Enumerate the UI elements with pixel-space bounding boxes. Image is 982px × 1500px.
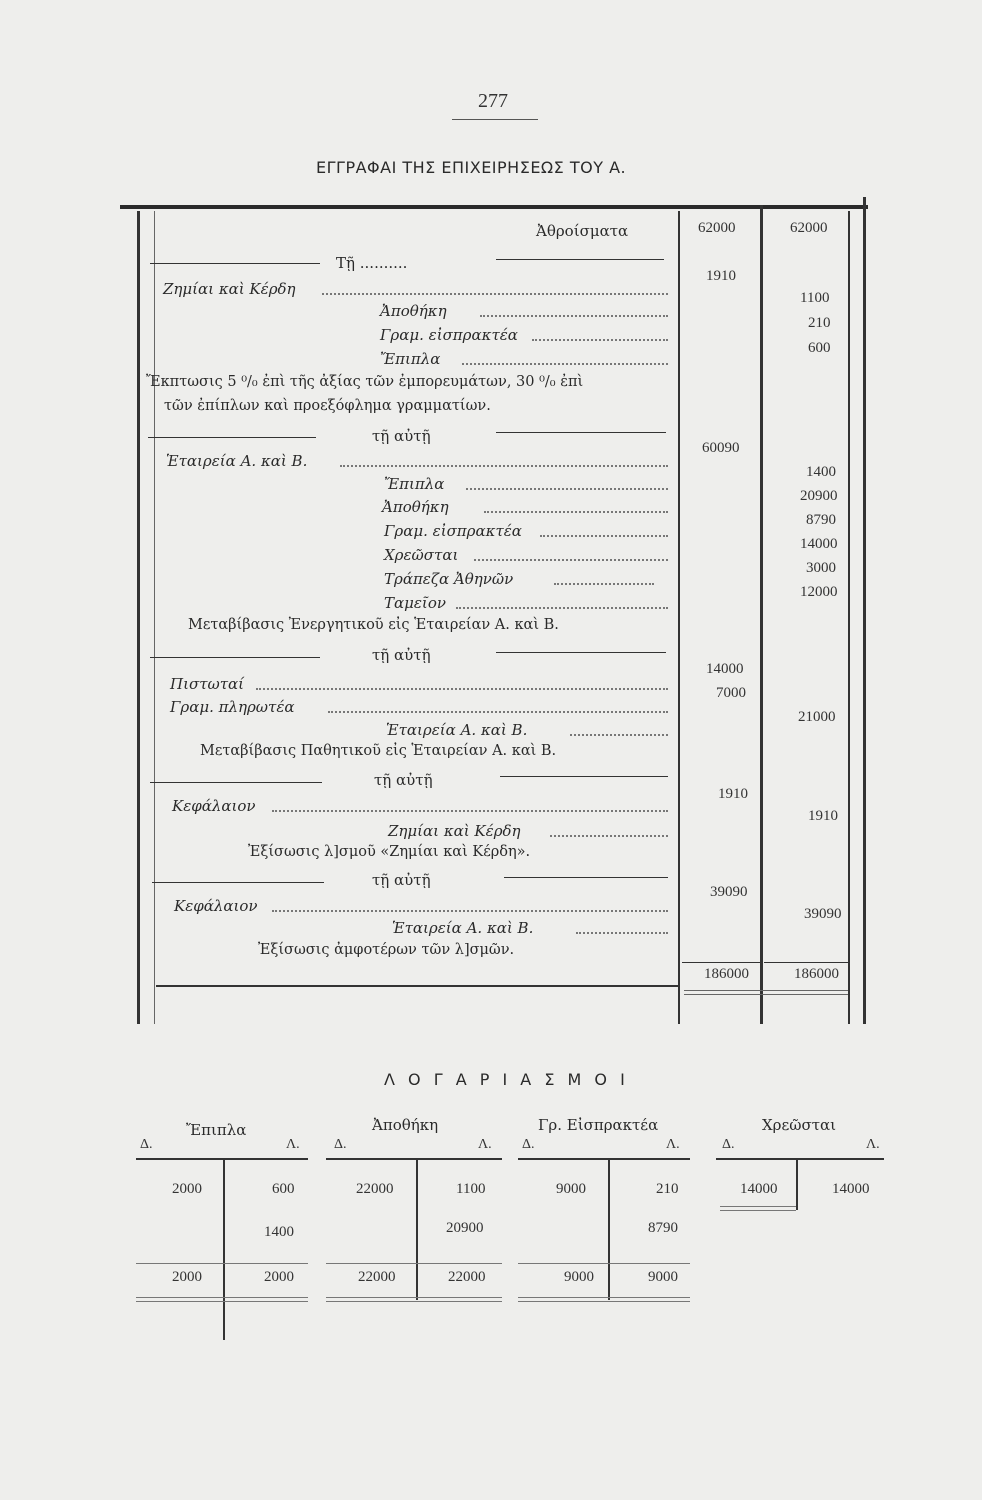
grand-total-debit: 186000 (704, 966, 749, 982)
leader-dots (256, 688, 668, 690)
page-number: 277 (478, 90, 508, 112)
leader-dots (456, 607, 668, 609)
entry-narration: Ἐξίσωσις ἀμφοτέρων τῶν λ]σμῶν. (258, 942, 515, 958)
credit-account: Ἔπιπλα (384, 475, 445, 493)
account-name: Ἀποθήκη (372, 1116, 439, 1134)
date-rule-right (496, 259, 664, 260)
credit-mark: Λ. (478, 1137, 492, 1152)
journal-right-border (863, 197, 866, 1024)
account-entry: 210 (656, 1181, 679, 1197)
credit-account: Τράπεζα Ἀθηνῶν (384, 570, 514, 588)
debit-amount: 60090 (702, 440, 740, 456)
credit-mark: Λ. (666, 1137, 680, 1152)
double-rule (720, 1210, 796, 1211)
date-rule-left (150, 657, 320, 658)
date-rule-left (148, 437, 316, 438)
t-account-rule (518, 1158, 690, 1160)
debit-account: Κεφάλαιον (174, 897, 258, 915)
date-rule-right (504, 877, 668, 878)
subtotal-rule (136, 1263, 308, 1264)
leader-dots (570, 734, 668, 736)
account-entry: 9000 (556, 1181, 586, 1197)
leader-dots (328, 711, 668, 713)
account-entry: 20900 (446, 1220, 484, 1236)
leader-dots (462, 363, 668, 365)
totals-debit: 62000 (698, 220, 736, 236)
date-rule-right (500, 776, 668, 777)
credit-amount: 1400 (806, 464, 836, 480)
subtotal-rule (326, 1263, 502, 1264)
credit-amount: 1100 (800, 290, 830, 306)
date-rule-left (150, 782, 322, 783)
date-rule-right (496, 652, 666, 653)
totals-credit: 62000 (790, 220, 828, 236)
debit-mark: Δ. (722, 1137, 735, 1152)
credit-amount: 3000 (806, 560, 836, 576)
entry-narration: Μεταβίβασις Παθητικοῦ εἰς Ἑταιρείαν Α. καὶ Β. (200, 743, 557, 759)
debit-amount: 7000 (716, 685, 746, 701)
credit-account: Χρεῶσται (384, 546, 459, 564)
credit-account: Ἔπιπλα (380, 350, 441, 368)
t-account-rule (136, 1158, 308, 1160)
journal-top-border (120, 205, 868, 209)
account-total: 9000 (648, 1269, 678, 1285)
double-rule (136, 1297, 308, 1298)
account-entry: 8790 (648, 1220, 678, 1236)
credit-amount: 21000 (798, 709, 836, 725)
credit-mark: Λ. (866, 1137, 880, 1152)
leader-dots (474, 559, 668, 561)
debit-account: Κεφάλαιον (172, 797, 256, 815)
debit-amount: 14000 (706, 661, 744, 677)
double-rule (326, 1301, 502, 1302)
entry-date: τῇ αὐτῇ (372, 871, 431, 889)
entry-date: τῇ αὐτῇ (374, 771, 433, 789)
debit-account: Ἑταιρεία Α. καὶ Β. (166, 452, 308, 470)
debit-mark: Δ. (334, 1137, 347, 1152)
account-entry: 2000 (172, 1181, 202, 1197)
leader-dots (540, 535, 668, 537)
journal-rule-b (678, 211, 680, 1024)
credit-amount: 1910 (808, 808, 838, 824)
total-rule-debit (682, 962, 760, 963)
credit-account: Γραμ. εἰσπρακτέα (380, 326, 518, 344)
credit-amount: 12000 (800, 584, 838, 600)
account-entry: 14000 (740, 1181, 778, 1197)
account-total: 2000 (172, 1269, 202, 1285)
t-account-rule (716, 1158, 884, 1160)
credit-amount: 8790 (806, 512, 836, 528)
credit-account: Ἀποθήκη (382, 498, 449, 516)
journal-rule-c (760, 205, 763, 1024)
account-name: Γρ. Εἰσπρακτέα (538, 1116, 659, 1134)
entry-narration: Μεταβίβασις Ἐνεργητικοῦ εἰς Ἑταιρείαν Α. καὶ Β. (188, 617, 559, 633)
credit-account: Ἀποθήκη (380, 302, 447, 320)
credit-amount: 39090 (804, 906, 842, 922)
page-title: ΕΓΓΡΑΦΑΙ ΤΗΣ ΕΠΙΧΕΙΡΗΣΕΩΣ ΤΟΥ Α. (316, 158, 627, 177)
accounts-title: Λ Ο Γ Α Ρ Ι Α Σ Μ Ο Ι (384, 1070, 629, 1089)
subtotal-rule (518, 1263, 690, 1264)
credit-account: Ἑταιρεία Α. καὶ Β. (386, 721, 528, 739)
date-rule-left (152, 882, 324, 883)
date-rule-right (496, 432, 666, 433)
debit-account: Γραμ. πληρωτέα (170, 698, 295, 716)
debit-mark: Δ. (522, 1137, 535, 1152)
leader-dots (272, 810, 668, 812)
entry-date: τῇ αὐτῇ (372, 427, 431, 445)
leader-dots (322, 293, 668, 295)
double-rule (518, 1301, 690, 1302)
account-entry: 14000 (832, 1181, 870, 1197)
leader-dots (272, 910, 668, 912)
double-rule (684, 990, 848, 991)
double-rule (720, 1206, 796, 1207)
t-account-rule (326, 1158, 502, 1160)
credit-account: Ταμεῖον (384, 594, 446, 612)
debit-mark: Δ. (140, 1137, 153, 1152)
account-total: 22000 (358, 1269, 396, 1285)
account-entry: 1100 (456, 1181, 486, 1197)
debit-account: Ζημίαι καὶ Κέρδη (163, 280, 296, 298)
credit-mark: Λ. (286, 1137, 300, 1152)
double-rule (326, 1297, 502, 1298)
leader-dots (532, 339, 668, 341)
credit-amount: 210 (808, 315, 831, 331)
t-account-divider (223, 1160, 225, 1340)
credit-account: Ἑταιρεία Α. καὶ Β. (392, 919, 534, 937)
debit-amount: 1910 (718, 786, 748, 802)
grand-total-credit: 186000 (794, 966, 839, 982)
account-total: 2000 (264, 1269, 294, 1285)
leader-dots (550, 835, 668, 837)
leader-dots (480, 315, 668, 317)
debit-amount: 39090 (710, 884, 748, 900)
account-entry: 1400 (264, 1224, 294, 1240)
leader-dots (484, 511, 668, 513)
credit-account: Γραμ. εἰσπρακτέα (384, 522, 522, 540)
journal-rule-d (848, 211, 850, 1024)
account-name: Χρεῶσται (762, 1116, 837, 1134)
t-account-divider (796, 1160, 798, 1210)
credit-account: Ζημίαι καὶ Κέρδη (388, 822, 521, 840)
journal-bottom-rule (156, 985, 678, 987)
page-number-rule (452, 119, 538, 120)
entry-narration: Ἐξίσωσις λ]σμοῦ «Ζημίαι καὶ Κέρδη». (248, 844, 531, 860)
debit-amount: 1910 (706, 268, 736, 284)
entry-date: Τῇ .......... (336, 254, 408, 272)
credit-amount: 14000 (800, 536, 838, 552)
entry-date: τῇ αὐτῇ (372, 646, 431, 664)
leader-dots (576, 932, 668, 934)
account-entry: 22000 (356, 1181, 394, 1197)
account-entry: 600 (272, 1181, 295, 1197)
debit-account: Πιστωταί (170, 675, 245, 693)
leader-dots (340, 465, 668, 467)
leader-dots (554, 583, 654, 585)
date-rule-left (150, 263, 320, 264)
double-rule (518, 1297, 690, 1298)
journal-left-border (137, 211, 140, 1024)
leader-dots (466, 488, 668, 490)
credit-amount: 20900 (800, 488, 838, 504)
credit-amount: 600 (808, 340, 831, 356)
account-total: 22000 (448, 1269, 486, 1285)
entry-narration: Ἔκπτωσις 5 ⁰/₀ ἐπὶ τῆς ἀξίας τῶν ἐμπορευμάτων, 30 ⁰/₀ ἐπὶ (146, 374, 584, 390)
account-total: 9000 (564, 1269, 594, 1285)
double-rule (684, 994, 848, 995)
t-account-divider (416, 1160, 418, 1300)
totals-label: Ἀθροίσματα (536, 222, 629, 240)
entry-narration: τῶν ἐπίπλων καὶ προεξόφλημα γραμματίων. (164, 398, 491, 414)
journal-rule-a (154, 211, 155, 1024)
total-rule-credit (764, 962, 848, 963)
account-name: Ἔπιπλα (186, 1121, 247, 1139)
double-rule (136, 1301, 308, 1302)
t-account-divider (608, 1160, 610, 1300)
